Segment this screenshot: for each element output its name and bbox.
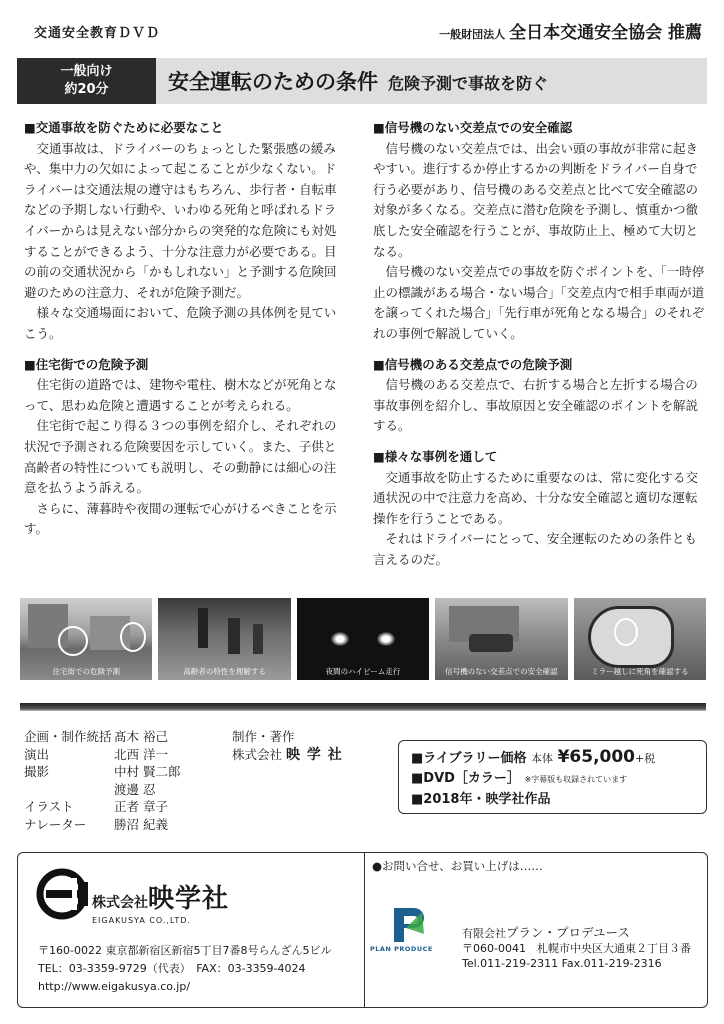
- distributor-info: [462, 925, 691, 971]
- paragraph: 交通事故を防止するために重要なのは、常に変化する交通状況の中で注意力を高め、十分な安全確認と適切な運転操作を行うことである。: [373, 469, 699, 526]
- distributor-phone: Tel.011-219-2311 Fax.011-219-2316: [462, 957, 662, 970]
- title-main: 安全運転のための条件: [168, 70, 378, 94]
- endorser-name: 全日本交通安全協会 推薦: [509, 23, 702, 43]
- price-line: [411, 747, 694, 769]
- credit-name: 髙木 裕己: [114, 729, 168, 744]
- year-line: ■2018年・映学社作品: [411, 792, 551, 807]
- company-url[interactable]: http://www.eigakusya.co.jp/: [38, 980, 191, 993]
- credit-name: 中村 賢二郎: [114, 764, 181, 779]
- paragraph: さらに、薄暮時や夜間の運転で心がけるべきことを示す。: [24, 500, 337, 537]
- plan-produce-logo-icon: [388, 904, 428, 946]
- photo-elderly: [158, 598, 290, 680]
- credit-role: 演出: [24, 746, 50, 762]
- paragraph: 住宅街の道路では、建物や電柱、樹木などが死角となって、思わぬ危険と遭遇することが考えられる。: [24, 377, 337, 413]
- divider: [20, 703, 706, 711]
- section-heading: ■交通事故を防ぐために必要なこと: [24, 120, 224, 135]
- endorser-prefix: 一般財団法人: [439, 28, 506, 41]
- photo-residential: [20, 598, 152, 680]
- right-column: [373, 118, 707, 570]
- company-contact: [38, 942, 331, 996]
- distributor-address: 〒060-0041 札幌市中央区大通東２丁目３番: [462, 942, 691, 955]
- section-heading: ■様々な事例を通して: [373, 448, 498, 464]
- credit-role: ナレーター: [24, 816, 87, 832]
- credit-row: [24, 781, 180, 799]
- dvd-note: ※字幕版も収録されています: [524, 775, 628, 784]
- photo-caption: 信号機のない交差点での安全確認: [445, 667, 558, 676]
- price-base: 本体: [531, 752, 554, 765]
- dvd-line: [411, 769, 694, 790]
- producer: [232, 728, 343, 764]
- credit-role: 撮影: [24, 764, 50, 779]
- audience-label: 一般向け: [60, 64, 113, 79]
- company-name-en: EIGAKUSYA CO.,LTD.: [92, 916, 191, 925]
- credit-row: [24, 763, 180, 781]
- distributor-prefix: 有限会社: [462, 927, 506, 940]
- eigakusya-logo-icon: [36, 868, 92, 920]
- credit-role: 企画・制作統括: [24, 729, 112, 744]
- paragraph: 信号機のない交差点では、出会い頭の事故が非常に起きやすい。進行するか停止するかの判断をドライバー自身で行う必要があり、信号機のある交差点と比べて安全確認の対象が多くなる。交差点に潜む危険を予測し、慎重かつ徹底した安全確認を行うことが、事故防止上、極めて大切となる。: [373, 140, 699, 259]
- photo-caption: 夜間のハイビーム走行: [325, 667, 401, 676]
- dvd-label: ■DVD［カラー］: [411, 771, 520, 786]
- photo-caption: 住宅街での危険予測: [52, 667, 120, 676]
- photo-caption: 高齢者の特性を理解する: [183, 667, 266, 676]
- endorsement: [439, 18, 702, 43]
- credit-row: [24, 816, 180, 834]
- duration-label: 約20分: [64, 82, 109, 97]
- plan-produce-label: PLAN PRODUCE: [370, 945, 433, 953]
- credits: [24, 728, 180, 833]
- credit-role: イラスト: [24, 799, 74, 814]
- credit-name: 渡邊 忍: [114, 781, 156, 797]
- credit-name: 勝沼 紀義: [114, 816, 168, 832]
- paragraph: 様々な交通場面において、危険予測の具体例を見ていこう。: [24, 305, 337, 341]
- photo-strip: [20, 598, 706, 680]
- credit-name: 正者 章子: [114, 799, 168, 814]
- section-heading: ■住宅街での危険予測: [24, 356, 149, 372]
- company-prefix: 株式会社: [92, 895, 148, 911]
- contact-divider: [364, 852, 365, 1008]
- section-heading: ■信号機のない交差点での安全確認: [373, 120, 573, 135]
- page-title: [168, 66, 548, 96]
- paragraph: 住宅街で起こり得る３つの事例を紹介し、それぞれの状況で予測される危険要因を示していく。また、子供と高齢者の特性についても説明し、その動静には細心の注意を払うよう訴える。: [24, 418, 337, 496]
- title-sub: 危険予測で事故を防ぐ: [388, 74, 549, 93]
- credit-row: [24, 746, 180, 764]
- price-box: [398, 740, 707, 814]
- paragraph: それはドライバーにとって、安全運転のための条件とも言えるのだ。: [373, 531, 697, 567]
- paragraph: 交通事故は、ドライバーのちょっとした緊張感の緩みや、集中力の欠如によって起こることが少なくない。ドライバーは交通法規の遵守はもちろん、歩行者・自転車などの予期しない行動や、いわゆる死角と呼ばれるドライバーからは見えない部分からの突発的な危険にも対処することができるよう、十分な注意力が必要である。目の前の交通状況から「かもしれない」と予測する危険回避のための注意力、それが危険予測だ。: [24, 140, 337, 300]
- paragraph: 信号機のある交差点で、右折する場合と左折する場合の事故事例を紹介し、事故原因と安全確認のポイントを解説する。: [373, 377, 699, 434]
- audience-badge: [17, 58, 156, 104]
- price-value: ¥65,000: [557, 747, 636, 767]
- price-label: ■ライブラリー価格: [411, 751, 527, 766]
- credit-role: [24, 781, 114, 799]
- photo-night-driving: [297, 598, 429, 680]
- paragraph: 信号機のない交差点での事故を防ぐポイントを、「一時停止の標識がある場合・ない場合」「交差点内で相手車両が道を譲ってくれた場合」「先行車が死角となる場合」のそれぞれの事例で解説していく。: [373, 264, 705, 341]
- company-phone: TEL：03-3359-9729（代表） FAX：03-3359-4024: [38, 962, 306, 975]
- photo-intersection: [435, 598, 567, 680]
- section-heading: ■信号機のある交差点での危険予測: [373, 356, 573, 372]
- credit-row: [24, 728, 180, 746]
- photo-caption: ミラー越しに死角を確認する: [591, 667, 689, 676]
- producer-name: 映 学 社: [286, 746, 343, 763]
- left-column: [24, 118, 342, 540]
- inquiry-label: ●お問い合せ、お買い上げは……: [372, 859, 543, 873]
- series-label: 交通安全教育ＤＶＤ: [34, 26, 161, 41]
- company-address: 〒160-0022 東京都新宿区新宿5丁目7番8号らんざん5ビル: [38, 944, 332, 957]
- distributor-name: プラン・プロデユース: [506, 925, 630, 940]
- producer-label: 制作・著作: [232, 729, 295, 744]
- producer-prefix: 株式会社: [232, 746, 283, 762]
- credit-name: 北西 洋一: [114, 746, 168, 762]
- photo-mirror: [574, 598, 706, 680]
- company-name: [92, 878, 229, 915]
- price-tax: +税: [635, 752, 656, 765]
- company-main-name: 映学社: [148, 884, 230, 914]
- credit-row: [24, 798, 180, 816]
